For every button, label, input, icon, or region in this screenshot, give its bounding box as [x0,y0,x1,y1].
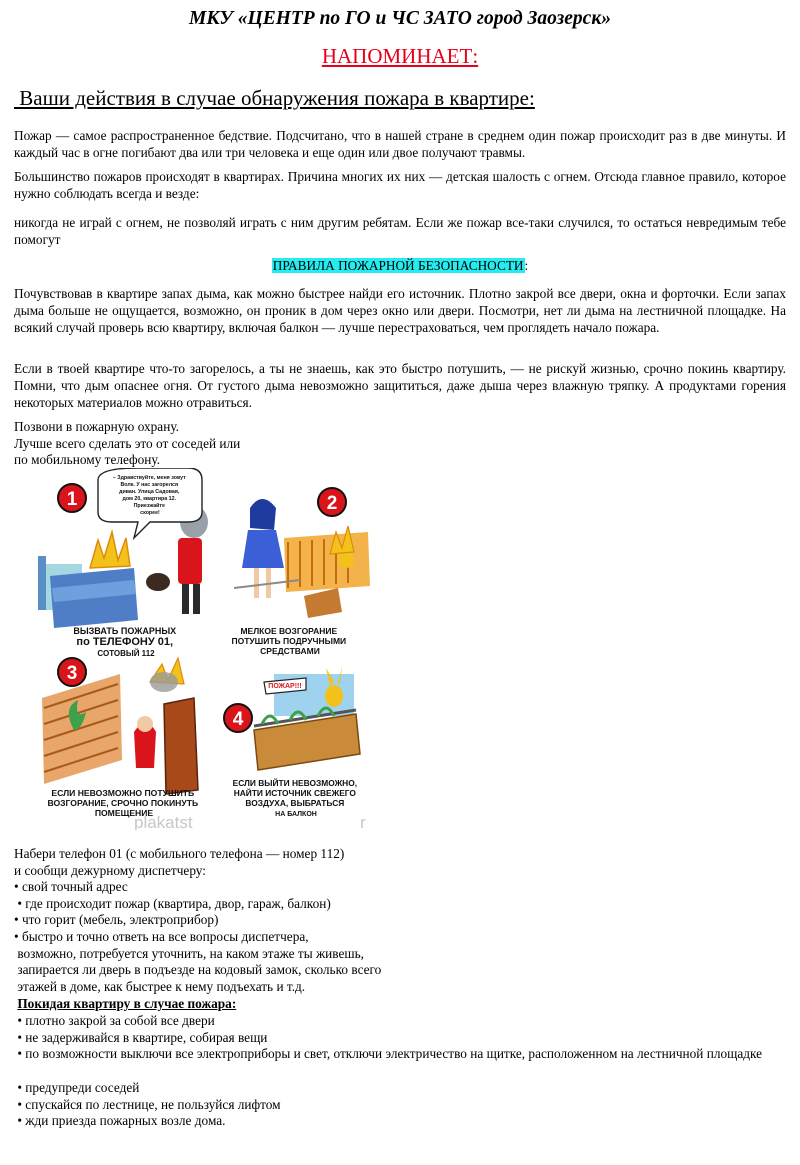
bubble-line: – Здравствуйте, меня зовут [112,475,186,481]
bubble-line: дом 20, квартира 12. [122,496,177,502]
caption-line: НА БАЛКОН [275,811,317,818]
leaving-item-electricity: • по возможности выключи все электроприборы и свет, отключи электричество на щитке, расположенном на лестничной площадке [14,1046,763,1061]
intro-paragraph-1: Пожар — самое распространенное бедствие. Подсчитано, что в нашей стране в среднем один пожар происходит раз в две минуты. И каждый час в огне погибают два или три человека и еще один или двое получают травмы. [14,128,786,161]
dial-line: Набери телефон 01 (с мобильного телефона — номер 112) [14,846,345,861]
caption-line: по ТЕЛЕФОНУ 01, [76,636,174,648]
caption-line: ПОМЕЩЕНИЕ [94,808,154,818]
girl-leg-shape [254,568,259,598]
child-head-shape [325,685,343,707]
rules-paragraph-2: Если в твоей квартире что-то загорелось, а ты не знаешь, как это быстро потушить, — не рискуй жизнью, срочно покинь квартиру. Помни, что дым опаснее огня. От густого дыма невозможно защититься, даже дыша через влажную тряпку. А продуктами горения некоторых материалов можно отравиться. [14,361,786,411]
dial-line: запирается ли дверь в подъезде на кодовый замок, сколько всего [14,962,382,978]
caption-line: МЕЛКОЕ ВОЗГОРАНИЕ [240,626,338,636]
teddy-bear-shape [338,552,354,568]
call-line: Лучше всего сделать это от соседей или [14,435,241,451]
leaving-title: Покидая квартиру в случае пожара: [17,996,237,1011]
wolf-body-shape [178,538,202,584]
organization-title: МКУ «ЦЕНТР по ГО и ЧС ЗАТО город Заозерск» [189,8,611,29]
leaving-item: • предупреди соседей [14,1080,140,1095]
window-frame-shape [38,556,46,610]
rules-heading [0,258,800,274]
girl-hair-shape [250,499,276,530]
caption-line: ЕСЛИ НЕВОЗМОЖНО ПОТУШИТЬ [51,788,195,798]
rules-paragraph-1: Почувствовав в квартире запах дыма, как можно быстрее найди его источник. Плотно закрой все двери, окна и форточки. Если запах дыма больше не ощущается, возможно, он проник в дом через окно или двери. Посмотри, нет ли дыма на лестничной площадке. На всякий случай проверь всю квартиру, включая балкон — лучше перестраховаться, чем проглядеть начало пожара. [14,286,786,336]
wolf-leg-shape [182,584,189,614]
door-shape [164,698,198,794]
dial-line: • что горит (мебель, электроприбор) [14,912,219,928]
intro-paragraph-3: никогда не играй с огнем, не позволяй играть с ним другим ребятам. Если же пожар все-таки случился, то остаться невредимым тебе помогут [14,215,786,248]
rules-heading-colon: : [524,258,529,273]
dial-line: • быстро и точно ответь на все вопросы диспетчера, [14,928,309,944]
leaving-item: • спускайся по лестнице, не пользуйся лифтом [14,1096,281,1112]
call-line: по мобильному телефону. [14,452,161,468]
call-fire-service [14,419,240,469]
caption-line: СОТОВЫЙ 112 [97,649,155,658]
leaving-item: • плотно закрой за собой все двери [14,1013,215,1028]
step-number: 3 [66,663,78,684]
smoke-shape [150,672,178,692]
phone-shape [146,573,170,591]
watermark-tail-text: r [360,813,366,830]
dial-line: возможно, потребуется уточнить, на каком этаже ты живешь, [14,945,364,961]
dial-line: этажей в доме, как быстрее к нему подъехать и т.д. [14,978,306,994]
dial-line: • свой точный адрес [14,879,128,895]
bubble-line: Волк. У нас загорелся [120,482,179,488]
poster-illustration [38,468,374,830]
leaving-list-top [14,1013,267,1046]
caption-line: СРЕДСТВАМИ [260,646,320,656]
watermark-text: plakatst [134,813,193,830]
caption-line: ВЫЗВАТЬ ПОЖАРНЫХ [73,626,177,636]
caption-line: ЕСЛИ ВЫЙТИ НЕВОЗМОЖНО, [232,778,358,788]
leaving-item: • не задерживайся в квартире, собирая вещи [14,1029,268,1045]
child-head-shape [137,716,153,732]
dial-line: и сообщи дежурному диспетчеру: [14,862,206,878]
bubble-line: скорее! [140,510,160,516]
fire-safety-poster [38,468,374,830]
step-number: 2 [326,493,338,514]
caption-line: ПОТУШИТЬ ПОДРУЧНЫМИ [231,636,347,646]
step-number: 1 [66,489,78,510]
reminds-heading: НАПОМИНАЕТ: [321,44,479,68]
wolf-leg-shape [193,584,200,614]
call-line: Позвони в пожарную охрану. [14,419,179,434]
intro-paragraph-2: Большинство пожаров происходят в квартирах. Причина многих их них — детская шалость с огнем. Отсюда главное правило, которое нужно соблюдать всегда и везде: [14,169,786,202]
fire-sign-text: ПОЖАР!!! [268,683,302,690]
bubble-line: Приезжайте [133,503,165,509]
bubble-line: диван. Улица Садовая, [119,489,180,495]
dial-instructions [14,846,381,995]
rules-heading-highlight: ПРАВИЛА ПОЖАРНОЙ БЕЗОПАСНОСТИ [272,258,524,273]
crib-shape [284,532,370,592]
caption-line: ВОЗДУХА, ВЫБРАТЬСЯ [245,798,345,808]
leaving-title-line [14,996,236,1013]
leaving-list-bottom [14,1080,281,1130]
page-heading: Ваши действия в случае обнаружения пожара в квартире: [14,86,535,110]
dial-line: • где происходит пожар (квартира, двор, гараж, балкон) [14,895,331,911]
leaving-item: • жди приезда пожарных возле дома. [14,1113,226,1129]
caption-line: ВОЗГОРАНИЕ, СРОЧНО ПОКИНУТЬ [47,798,199,808]
caption-line: НАЙТИ ИСТОЧНИК СВЕЖЕГО [233,788,356,798]
step-number: 4 [232,709,244,730]
